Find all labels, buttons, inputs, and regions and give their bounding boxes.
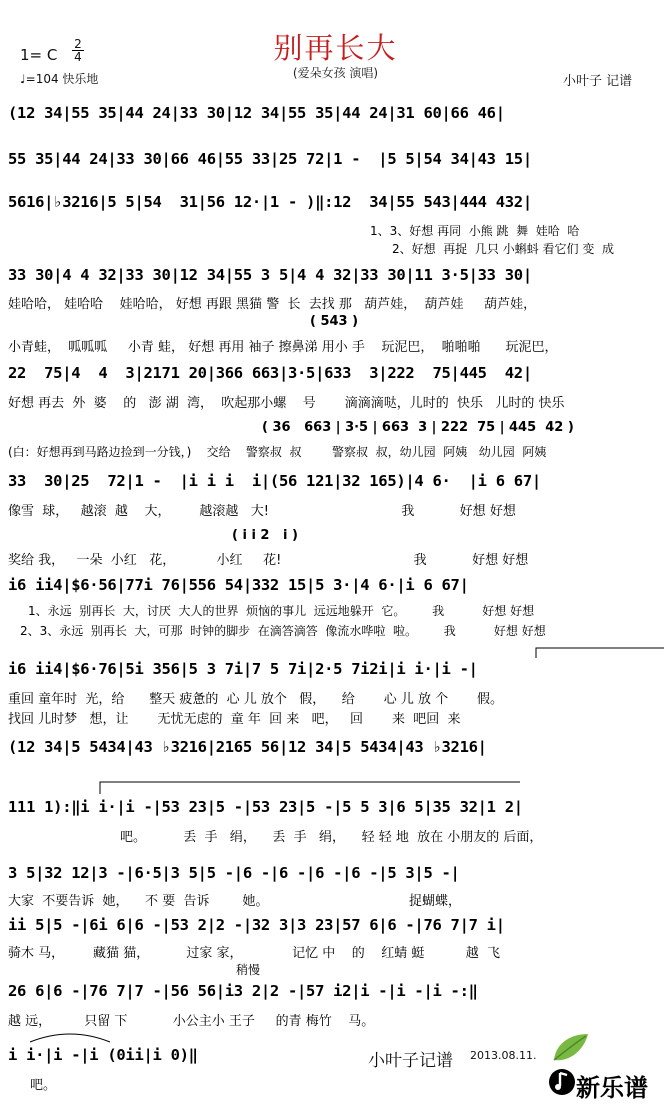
lyric-line-12: 骑木 马， 藏猫 猫， 过家 家， 记忆 中 的 红蜻 蜓 越 飞 — [8, 946, 501, 961]
score-line-5: 22 75|4 4 3|2171 20|366 663|3·5|633 3|222 75|445 42| — [8, 364, 532, 382]
lyric-line-5a: 好想 再去 外 婆 的 澎 湖 湾， 吹起那小螺 号 滴滴滴哒，儿时的 快乐 儿时的 快乐 — [8, 396, 565, 411]
arranger-credit: 小叶子 记谱 — [563, 74, 633, 89]
song-title: 别再长大 — [273, 31, 398, 65]
score-line-12: ii 5|5 -|6i 6|6 -|53 2|2 -|32 3|3 23|57 6|6 -|76 7|7 i| — [8, 916, 505, 934]
score-line-3: 5616|♭3216|5 5|54 31|56 12·|1 - )‖:12 34|55 543|444 432| — [8, 193, 532, 211]
tempo-slower-mark: 稍慢 — [236, 963, 261, 977]
meter-top: 2 — [72, 38, 84, 51]
lyric-verse-2: 2、好想 再捉 几只 小蝌蚪 看它们 变 成 — [392, 242, 614, 256]
lyric-line-13: 越 远， 只留 下 小公主小 王子 的青 梅竹 马。 — [8, 1014, 375, 1029]
leaf-icon — [548, 1030, 590, 1066]
lyric-line-7a: 1、永远 别再长 大，讨厌 大人的世界 烦恼的事儿 远远地躲开 它。 我 好想 好想 — [28, 604, 535, 618]
lyric-line-8a: 重回 童年时 光，给 整天 疲惫的 心 儿 放个 假， 给 心 儿 放 个 假。 — [8, 692, 504, 707]
lyric-line-14: 吧。 — [30, 1078, 57, 1093]
lyric-line-8b: 找回 儿时梦 想，让 无忧无虑的 童 年 回 来 吧， 回 来 吧回 来 — [8, 712, 461, 727]
footer-date: 2013.08.11. — [470, 1049, 537, 1062]
lyric-line-10: 吧。 丢 手 绢， 丢 手 绢， 轻 轻 地 放在 小朋友的 后面， — [120, 830, 543, 845]
lyric-verse-1: 1、3、好想 再同 小熊 跳 舞 娃哈 哈 — [370, 224, 580, 238]
lyric-line-6a: 像雪 球， 越滚 越 大， 越滚越 大! 我 好想 好想 — [8, 504, 516, 519]
lyric-line-4a: 娃哈哈， 娃哈哈 娃哈哈， 好想 再跟 黑猫 警 长 去找 那 葫芦娃， 葫芦娃 葫芦娃， — [8, 297, 537, 312]
score-line-4: 33 30|4 4 32|33 30|12 34|55 3 5|4 4 32|33 30|11 3·5|33 30| — [8, 266, 532, 284]
music-note-icon — [548, 1066, 576, 1098]
score-line-13: 26 6|6 -|76 7|7 -|56 56|i3 2|2 -|57 i2|i -|i -|i -:‖ — [8, 982, 478, 1000]
key-signature: 1= C — [20, 46, 58, 64]
score-line-8: i6 ii4|$6·76|5i 356|5 3 7i|7 5 7i|2·5 7i2i|i i·|i -| — [8, 660, 478, 678]
score-line-11: 3 5|32 12|3 -|6·5|3 5|5 -|6 -|6 -|6 -|6 -|5 3|5 -| — [8, 864, 460, 882]
score-line-6: 33 30|25 72|1 - |i i i i|(56 121|32 165)|4 6· |i 6 67| — [8, 472, 541, 490]
lyric-line-6b: 奖给 我， 一朵 小红 花， 小红 花! 我 好想 好想 — [8, 553, 529, 568]
tuplet-slur — [30, 1034, 110, 1042]
footer-signature: 小叶子记谱 — [368, 1051, 453, 1071]
lyric-line-4-alt-notes: ( 543 ) — [310, 314, 359, 329]
lyric-line-5-alt-notes: ( 36 663 | 3·5 | 663 3 | 222 75 | 445 42 ) — [262, 420, 574, 435]
lyric-line-5b: (白：好想再到马路边捡到一分钱，) 交给 警察叔 叔 警察叔 叔，幼儿园 阿姨 幼儿园 阿姨 — [8, 445, 547, 459]
score-line-1: (12 34|55 35|44 24|33 30|12 34|55 35|44 24|31 60|66 46| — [8, 104, 505, 122]
lyric-line-6-alt-notes: ( i i 2 i ) — [232, 528, 298, 543]
meter-bottom: 4 — [74, 50, 82, 64]
score-line-2: 55 35|44 24|33 30|66 46|55 33|25 72|1 - |5 5|54 34|43 15| — [8, 150, 532, 168]
tempo-marking: ♩=104 快乐地 — [20, 72, 99, 86]
volta-bracket-1 — [536, 648, 664, 658]
lyric-line-11: 大家 不要告诉 她， 不 要 告诉 她。 捉蝴蝶， — [8, 894, 462, 909]
lyric-line-4b: 小青蛙， 呱呱呱 小青 蛙， 好想 再用 袖子 擦鼻涕 用小 手 玩泥巴， 啪啪啪 玩泥巴， — [8, 340, 558, 355]
score-line-7: i6 ii4|$6·56|77i 76|556 54|332 15|5 3·|4 6·|i 6 67| — [8, 576, 469, 594]
score-line-10: 111 1):‖i i·|i -|53 23|5 -|53 23|5 -|5 5 3|6 5|35 32|1 2| — [8, 798, 523, 816]
singer-credit: (爱朵女孩 演唱) — [292, 66, 379, 80]
lyric-line-7b: 2、3、永远 别再长 大，可那 时钟的脚步 在滴答滴答 像流水哗啦 啦。 我 好想 好想 — [20, 624, 546, 638]
volta-bracket-2 — [100, 782, 520, 794]
site-logo: 新乐谱 — [576, 1074, 648, 1102]
score-line-9: (12 34|5 5434|43 ♭3216|2165 56|12 34|5 5434|43 ♭3216| — [8, 738, 487, 756]
score-line-14: i i·|i -|i (0ii|i 0)‖ — [8, 1046, 198, 1064]
